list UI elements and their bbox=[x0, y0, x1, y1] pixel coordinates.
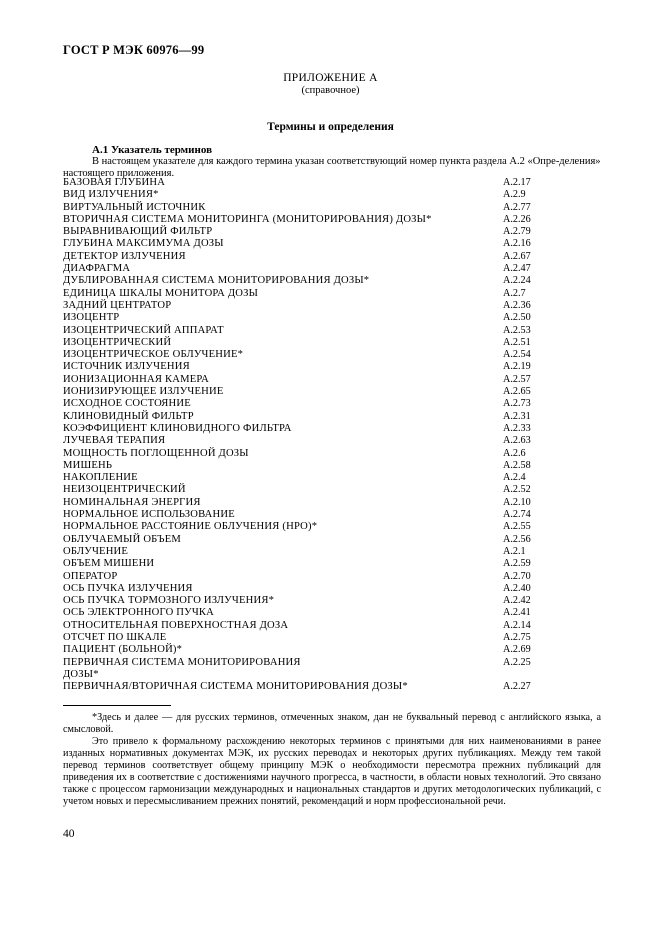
term-name: ПЕРВИЧНАЯ СИСТЕМА МОНИТОРИРОВАНИЯ ДОЗЫ* bbox=[63, 656, 301, 680]
term-row bbox=[63, 411, 563, 423]
footnote-paragraph-2: Это привело к формальному расхождению некоторых терминов с принятыми для них наименованиями в ранее изданных нормативных документах МЭК, их русских переводах и некоторых других публикациях. Между тем такой перевод терминов соответствует общему принципу МЭК о необходимости пересмотра прежних публикаций для приведения их в соответствие с достижениями научного прогресса, в частности, в области новых технологий. Это связано также с процессом гармонизации международных и национальных стандартов и других методологических публикаций, с учетом новых и пересмысливанием прежних понятий, рекомендаций и норм профессиональной речи. bbox=[63, 736, 601, 807]
term-name: НОМИНАЛЬНАЯ ЭНЕРГИЯ bbox=[63, 496, 201, 508]
term-row bbox=[63, 509, 563, 521]
term-name: ОБЛУЧАЕМЫЙ ОБЪЕМ bbox=[63, 533, 182, 545]
term-reference: А.2.33 bbox=[503, 422, 531, 434]
term-name: ИЗОЦЕНТРИЧЕСКИЙ bbox=[63, 336, 172, 348]
term-name: КОЭФФИЦИЕНТ КЛИНОВИДНОГО ФИЛЬТРА bbox=[63, 422, 292, 434]
term-name: ОТСЧЕТ ПО ШКАЛЕ bbox=[63, 631, 167, 643]
term-name: ДИАФРАГМА bbox=[63, 263, 131, 275]
term-row bbox=[63, 202, 563, 214]
term-row bbox=[63, 275, 563, 287]
term-name: ЗАДНИЙ ЦЕНТРАТОР bbox=[63, 299, 172, 311]
term-reference: А.2.69 bbox=[503, 644, 531, 656]
term-name: ИОНИЗАЦИОННАЯ КАМЕРА bbox=[63, 373, 209, 385]
appendix-subtitle: (справочное) bbox=[301, 85, 360, 96]
terms-index bbox=[63, 177, 563, 693]
term-reference: А.2.73 bbox=[503, 398, 531, 410]
term-row bbox=[63, 423, 563, 435]
standard-header: ГОСТ Р МЭК 60976—99 bbox=[63, 43, 205, 57]
term-name: НОРМАЛЬНОЕ ИСПОЛЬЗОВАНИЕ bbox=[63, 509, 235, 521]
term-reference: А.2.14 bbox=[503, 619, 531, 631]
term-reference: А.2.19 bbox=[503, 361, 531, 373]
term-name: ОБЪЕМ МИШЕНИ bbox=[63, 558, 155, 570]
term-name: ПАЦИЕНТ (БОЛЬНОЙ)* bbox=[63, 644, 183, 656]
term-reference: А.2.51 bbox=[503, 336, 531, 348]
term-reference: А.2.36 bbox=[503, 299, 531, 311]
appendix-title: ПРИЛОЖЕНИЕ А bbox=[283, 72, 378, 84]
term-reference: А.2.26 bbox=[503, 213, 531, 225]
term-row bbox=[63, 546, 563, 558]
term-row bbox=[63, 386, 563, 398]
term-row bbox=[63, 583, 563, 595]
term-row bbox=[63, 337, 563, 349]
term-reference: А.2.4 bbox=[503, 472, 526, 484]
page-number: 40 bbox=[63, 828, 75, 840]
term-reference: А.2.25 bbox=[503, 656, 531, 668]
term-name: ГЛУБИНА МАКСИМУМА ДОЗЫ bbox=[63, 238, 224, 250]
term-row bbox=[63, 681, 563, 693]
term-name: ИСТОЧНИК ИЗЛУЧЕНИЯ bbox=[63, 361, 190, 373]
term-name: ОТНОСИТЕЛЬНАЯ ПОВЕРХНОСТНАЯ ДОЗА bbox=[63, 619, 289, 631]
term-name: МОЩНОСТЬ ПОГЛОЩЕННОЙ ДОЗЫ bbox=[63, 447, 249, 459]
term-row bbox=[63, 558, 563, 570]
footnote-divider bbox=[63, 705, 171, 706]
term-reference: А.2.1 bbox=[503, 545, 526, 557]
term-row bbox=[63, 534, 563, 546]
term-row bbox=[63, 325, 563, 337]
term-reference: А.2.65 bbox=[503, 386, 531, 398]
term-name: ИЗОЦЕНТР bbox=[63, 312, 120, 324]
term-name: МИШЕНЬ bbox=[63, 459, 113, 471]
term-name: НОРМАЛЬНОЕ РАССТОЯНИЕ ОБЛУЧЕНИЯ (НРО)* bbox=[63, 521, 318, 533]
term-row bbox=[63, 571, 563, 583]
term-reference: А.2.70 bbox=[503, 570, 531, 582]
term-reference: А.2.56 bbox=[503, 533, 531, 545]
term-reference: А.2.74 bbox=[503, 509, 531, 521]
term-row bbox=[63, 644, 563, 656]
term-row bbox=[63, 226, 563, 238]
term-reference: А.2.52 bbox=[503, 484, 531, 496]
term-row bbox=[63, 595, 563, 607]
term-row bbox=[63, 448, 563, 460]
term-row bbox=[63, 435, 563, 447]
term-reference: А.2.59 bbox=[503, 558, 531, 570]
term-reference: А.2.77 bbox=[503, 201, 531, 213]
term-reference: А.2.27 bbox=[503, 681, 531, 693]
term-name: ВЫРАВНИВАЮЩИЙ ФИЛЬТР bbox=[63, 226, 213, 238]
section-title: Термины и определения bbox=[267, 121, 394, 133]
term-name: НАКОПЛЕНИЕ bbox=[63, 472, 138, 484]
term-row bbox=[63, 312, 563, 324]
term-reference: А.2.79 bbox=[503, 226, 531, 238]
term-reference: А.2.16 bbox=[503, 238, 531, 250]
term-reference: А.2.10 bbox=[503, 496, 531, 508]
term-row bbox=[63, 497, 563, 509]
term-reference: А.2.31 bbox=[503, 410, 531, 422]
term-reference: А.2.7 bbox=[503, 287, 526, 299]
term-row bbox=[63, 177, 563, 189]
term-row bbox=[63, 214, 563, 226]
term-row bbox=[63, 607, 563, 619]
term-name: ЕДИНИЦА ШКАЛЫ МОНИТОРА ДОЗЫ bbox=[63, 287, 259, 299]
term-name: ИОНИЗИРУЮЩЕЕ ИЗЛУЧЕНИЕ bbox=[63, 386, 224, 398]
term-name: ОСЬ ЭЛЕКТРОННОГО ПУЧКА bbox=[63, 607, 215, 619]
term-name: ВИД ИЗЛУЧЕНИЯ* bbox=[63, 189, 159, 201]
term-reference: А.2.75 bbox=[503, 631, 531, 643]
term-reference: А.2.53 bbox=[503, 324, 531, 336]
term-name: ДУБЛИРОВАННАЯ СИСТЕМА МОНИТОРИРОВАНИЯ ДОЗЫ* bbox=[63, 275, 370, 287]
term-row bbox=[63, 361, 563, 373]
term-row bbox=[63, 238, 563, 250]
term-row bbox=[63, 521, 563, 533]
subsection-heading: А.1 Указатель терминов bbox=[92, 144, 213, 156]
term-reference: А.2.9 bbox=[503, 189, 526, 201]
term-row bbox=[63, 251, 563, 263]
term-reference: А.2.55 bbox=[503, 521, 531, 533]
term-name: ОСЬ ПУЧКА ТОРМОЗНОГО ИЗЛУЧЕНИЯ* bbox=[63, 595, 275, 607]
term-reference: А.2.47 bbox=[503, 263, 531, 275]
term-name: КЛИНОВИДНЫЙ ФИЛЬТР bbox=[63, 410, 194, 422]
term-reference: А.2.63 bbox=[503, 435, 531, 447]
term-reference: А.2.54 bbox=[503, 349, 531, 361]
term-reference: А.2.24 bbox=[503, 275, 531, 287]
term-row bbox=[63, 460, 563, 472]
term-name: БАЗОВАЯ ГЛУБИНА bbox=[63, 177, 166, 188]
term-row bbox=[63, 263, 563, 275]
term-reference: А.2.40 bbox=[503, 582, 531, 594]
term-row bbox=[63, 632, 563, 644]
term-reference: А.2.6 bbox=[503, 447, 526, 459]
term-name: ЛУЧЕВАЯ ТЕРАПИЯ bbox=[63, 435, 166, 447]
term-name: ПЕРВИЧНАЯ/ВТОРИЧНАЯ СИСТЕМА МОНИТОРИРОВАНИЯ ДОЗЫ* bbox=[63, 681, 408, 693]
term-reference: А.2.41 bbox=[503, 607, 531, 619]
term-name: ИЗОЦЕНТРИЧЕСКОЕ ОБЛУЧЕНИЕ* bbox=[63, 349, 244, 361]
term-reference: А.2.58 bbox=[503, 459, 531, 471]
term-reference: А.2.17 bbox=[503, 177, 531, 188]
term-row bbox=[63, 657, 563, 682]
term-row bbox=[63, 472, 563, 484]
term-name: ОПЕРАТОР bbox=[63, 570, 118, 582]
term-reference: А.2.50 bbox=[503, 312, 531, 324]
term-name: ВИРТУАЛЬНЫЙ ИСТОЧНИК bbox=[63, 201, 206, 213]
term-row bbox=[63, 374, 563, 386]
term-name: НЕИЗОЦЕНТРИЧЕСКИЙ bbox=[63, 484, 186, 496]
term-name: ДЕТЕКТОР ИЗЛУЧЕНИЯ bbox=[63, 250, 186, 262]
term-reference: А.2.42 bbox=[503, 595, 531, 607]
intro-paragraph: В настоящем указателе для каждого термина указан соответствующий номер пункта раздела А.2 «Опре-деления» настоящего приложения. bbox=[63, 156, 601, 179]
term-name: ИСХОДНОЕ СОСТОЯНИЕ bbox=[63, 398, 191, 410]
term-row bbox=[63, 484, 563, 496]
term-reference: А.2.67 bbox=[503, 250, 531, 262]
term-row bbox=[63, 620, 563, 632]
footnote-paragraph-1: *Здесь и далее — для русских терминов, отмеченных знаком, дан не буквальный перевод с английского языка, а смысловой. bbox=[63, 712, 601, 735]
footnote bbox=[63, 712, 601, 808]
term-reference: А.2.57 bbox=[503, 373, 531, 385]
term-name: ОБЛУЧЕНИЕ bbox=[63, 545, 129, 557]
term-name: ИЗОЦЕНТРИЧЕСКИЙ АППАРАТ bbox=[63, 324, 224, 336]
term-row bbox=[63, 288, 563, 300]
term-name: ВТОРИЧНАЯ СИСТЕМА МОНИТОРИНГА (МОНИТОРИРОВАНИЯ) ДОЗЫ* bbox=[63, 213, 432, 225]
term-row bbox=[63, 398, 563, 410]
term-row bbox=[63, 300, 563, 312]
term-name: ОСЬ ПУЧКА ИЗЛУЧЕНИЯ bbox=[63, 582, 193, 594]
term-row bbox=[63, 189, 563, 201]
term-row bbox=[63, 349, 563, 361]
